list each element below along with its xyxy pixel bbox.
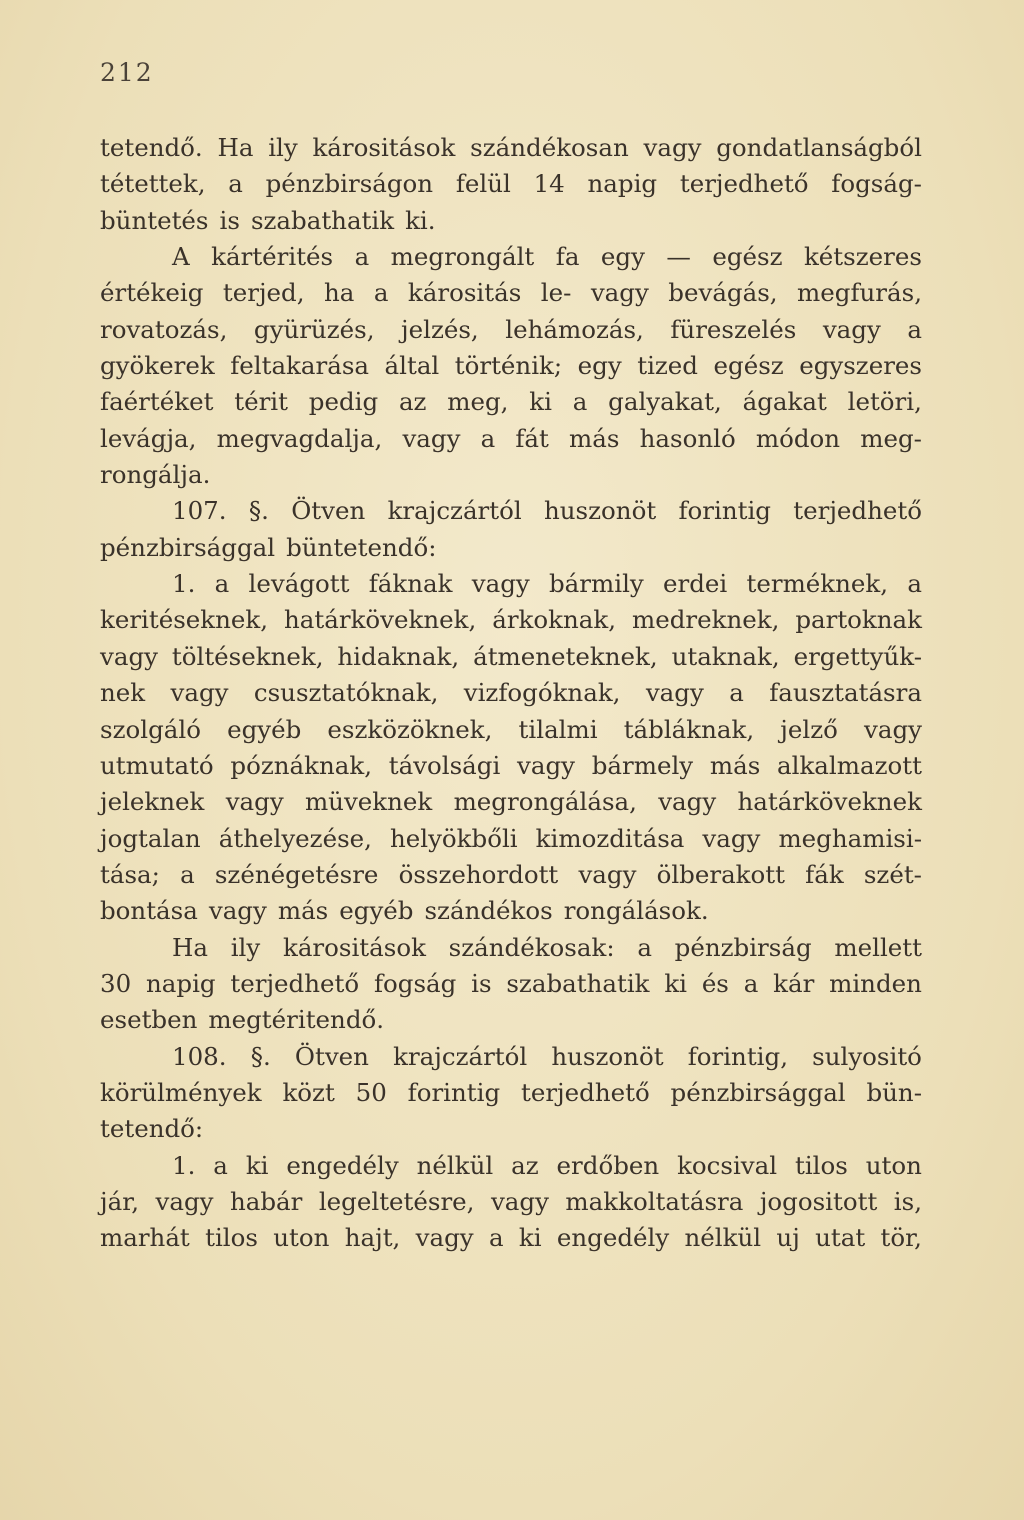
word: egész [712, 242, 783, 272]
word: kárositások [282, 932, 426, 962]
word: faértéket [100, 387, 214, 417]
word: mellett [834, 932, 922, 962]
word: medreknek, [631, 605, 780, 635]
word: kárositás [407, 278, 522, 308]
word: terméknek, [746, 569, 889, 599]
text-line [100, 1075, 922, 1111]
word: rovatozás, [100, 314, 228, 344]
word: keritéseknek, [100, 605, 269, 635]
word: uton [273, 1223, 330, 1253]
word: egyéb [339, 896, 414, 926]
word: terjedhető [793, 496, 922, 526]
word: csusztatóknak, [253, 678, 439, 708]
word: Ha [217, 133, 254, 162]
word: terjedhető [521, 1077, 650, 1107]
word: árkoknak, [492, 605, 617, 635]
word: vagy [490, 1186, 549, 1216]
word: megvagdalja, [216, 423, 383, 453]
word: megfurás, [797, 278, 922, 308]
word: és [701, 968, 729, 998]
word: jár, [100, 1186, 140, 1216]
text-line [100, 239, 922, 275]
text-line [100, 784, 922, 820]
word: kártérités [211, 242, 334, 272]
word: tilos [794, 1150, 848, 1180]
word: ki [664, 968, 687, 998]
word: gondatlanságból [716, 133, 922, 162]
word: egy [600, 242, 645, 272]
text-line [100, 421, 922, 457]
word: erdőben [556, 1150, 660, 1180]
word: büntetés [100, 205, 209, 235]
text-line [100, 1148, 922, 1184]
word: jelzés, [401, 314, 479, 344]
word: tilos [205, 1223, 258, 1253]
word: vagy [822, 314, 881, 344]
word: értékeig [100, 278, 204, 308]
word: 107. [172, 496, 227, 526]
word: engedély [556, 1223, 670, 1253]
word: nélkül [416, 1150, 494, 1180]
word: töltéseknek, [171, 641, 324, 671]
word: vagy [864, 714, 922, 744]
word: uj [776, 1223, 800, 1253]
text-line [100, 1039, 922, 1075]
text-line [100, 203, 922, 239]
word: meg- [860, 423, 922, 453]
word: szándékosak: [448, 932, 615, 962]
word: az [511, 1150, 539, 1180]
word: minden [829, 968, 922, 998]
text-line [100, 893, 922, 929]
word: 30 [100, 968, 132, 998]
word: Ötven [294, 1041, 369, 1071]
word: forintig [678, 496, 771, 526]
page-number: 212 [100, 58, 154, 87]
word: tetendő: [100, 1114, 204, 1144]
word: körülmények [100, 1077, 262, 1107]
body-text [100, 130, 922, 1257]
word: lehámozás, [505, 314, 644, 344]
word: 1. [172, 1150, 196, 1180]
word: vagy [155, 1186, 214, 1216]
word: ily [230, 932, 261, 962]
word: ölberakott [656, 859, 785, 889]
word: forintig [407, 1077, 501, 1107]
word: szándékos [424, 896, 553, 926]
word: kárositások [312, 133, 456, 162]
word: vagy [578, 859, 637, 889]
word: megtéritendő. [208, 1005, 385, 1035]
word: a [354, 242, 370, 272]
word: füreszelés [670, 314, 797, 344]
text-line [100, 493, 922, 529]
word: a [373, 278, 389, 308]
word: az [398, 387, 427, 417]
text-line [100, 457, 922, 493]
word: tétettek, [100, 169, 206, 199]
word: terjedhető [679, 169, 809, 199]
word: szabathatik [250, 205, 395, 235]
word: partoknak [795, 605, 922, 635]
word: ki [518, 1223, 542, 1253]
text-line [100, 1184, 922, 1220]
text-line [100, 602, 922, 638]
word: hidaknak, [337, 641, 460, 671]
word: vagy [702, 823, 761, 853]
text-line [100, 857, 922, 893]
word: szét- [863, 859, 922, 889]
word: a [743, 968, 759, 998]
word: engedély [286, 1150, 399, 1180]
word: bontása [100, 896, 198, 926]
word: büntetendő: [286, 532, 437, 562]
word: kimozditása [535, 823, 685, 853]
word: a [572, 387, 588, 417]
word: ha [323, 278, 355, 308]
word: legeltetésre, [318, 1186, 475, 1216]
word: galyakat, [608, 387, 722, 417]
text-line [100, 166, 922, 202]
word: tábláknak, [623, 714, 755, 744]
word: a [907, 314, 922, 344]
word: megrongált [390, 242, 535, 272]
word: napig [146, 968, 216, 998]
word: vagy [590, 278, 649, 308]
word: vagy [471, 569, 530, 599]
word: rongálja. [100, 460, 211, 490]
text-line [100, 275, 922, 311]
word: huszonöt [544, 496, 657, 526]
word: közt [282, 1077, 335, 1107]
word: krajczártól [387, 496, 522, 526]
word: fát [515, 423, 549, 453]
word: a [488, 1223, 504, 1253]
word: krajczártól [393, 1041, 528, 1071]
word: egyéb [227, 714, 302, 744]
word: vagy [208, 896, 267, 926]
word: marhát [100, 1223, 190, 1253]
word: kocsival [677, 1150, 778, 1180]
word: vagy [100, 641, 158, 671]
word: bevágás, [668, 278, 778, 308]
word: történik; [454, 351, 563, 381]
word: utmutató [100, 750, 214, 780]
word: terjedhető [230, 968, 360, 998]
word: jeleknek [100, 787, 205, 817]
text-line [100, 530, 922, 566]
word: a [729, 678, 744, 708]
word: napig [587, 169, 658, 199]
word: fák [805, 859, 844, 889]
word: pénzbirsággal [670, 1077, 846, 1107]
word: vizfogóknak, [463, 678, 621, 708]
word: a [228, 169, 243, 199]
word: kár [773, 968, 815, 998]
word: határköveknek [737, 787, 922, 817]
word: a [907, 569, 922, 599]
word: szabathatik [506, 968, 650, 998]
word: habár [229, 1186, 303, 1216]
word: nélkül [684, 1223, 762, 1253]
word: pénzbirság [674, 932, 812, 962]
word: terjed, [222, 278, 305, 308]
word: 108. [172, 1041, 227, 1071]
text-line [100, 930, 922, 966]
word: szándékosan [470, 133, 629, 162]
word: meg, [447, 387, 509, 417]
word: alkalmazott [777, 750, 922, 780]
word: is [471, 968, 492, 998]
word: 1. [172, 569, 196, 599]
word: esetben [100, 1005, 198, 1035]
word: tetendő. [100, 133, 203, 162]
word: §. [248, 496, 269, 526]
word: vagy [517, 750, 575, 780]
word: is, [893, 1186, 922, 1216]
word: 14 [533, 169, 565, 199]
word: gyökerek [100, 351, 215, 381]
word: más [709, 750, 761, 780]
word: ily [268, 133, 298, 162]
text-line [100, 675, 922, 711]
word: meghamisi- [778, 823, 922, 853]
word: egész [713, 351, 784, 381]
word: távolsági [388, 750, 501, 780]
word: utaknak, [671, 641, 780, 671]
word: hajt, [344, 1223, 401, 1253]
word: sulyositó [812, 1041, 922, 1071]
word: bármely [591, 750, 694, 780]
word: hasonló [639, 423, 736, 453]
text-line [100, 748, 922, 784]
word: a [214, 569, 230, 599]
word: más [277, 896, 329, 926]
word: egyszeres [799, 351, 922, 381]
word: fa [555, 242, 580, 272]
word: fausztatásra [769, 678, 922, 708]
word: ágakat [742, 387, 827, 417]
word: ergettyűk- [793, 641, 922, 671]
word: 50 [355, 1077, 387, 1107]
text-line [100, 384, 922, 420]
word: tása; [100, 859, 160, 889]
word: eszközöknek, [327, 714, 493, 744]
word: vagy [170, 678, 229, 708]
text-line [100, 566, 922, 602]
word: le- [540, 278, 572, 308]
text-line [100, 966, 922, 1002]
word: átmeneteknek, [473, 641, 658, 671]
word: levágja, [100, 423, 197, 453]
word: vagy [658, 787, 717, 817]
word: nek [100, 678, 146, 708]
word: pedig [308, 387, 379, 417]
word: jogositott [759, 1186, 878, 1216]
word: is [219, 205, 240, 235]
text-line [100, 821, 922, 857]
word: müveknek [304, 787, 433, 817]
word: térit [234, 387, 288, 417]
word: — [666, 242, 691, 272]
word: uton [865, 1150, 922, 1180]
word: ki [245, 1150, 269, 1180]
word: Ha [172, 932, 208, 962]
word: fogság [373, 968, 457, 998]
word: egy [577, 351, 622, 381]
word: huszonöt [551, 1041, 664, 1071]
word: Ötven [291, 496, 366, 526]
word: összehordott [398, 859, 559, 889]
word: kétszeres [803, 242, 922, 272]
word: ki. [405, 205, 436, 235]
word: felül [455, 169, 511, 199]
text-line [100, 712, 922, 748]
word: tilalmi [518, 714, 598, 744]
word: jelző [780, 714, 838, 744]
text-line [100, 1111, 922, 1147]
word: vagy [402, 423, 461, 453]
word: vagy [415, 1223, 474, 1253]
word: A [172, 242, 190, 272]
word: más [569, 423, 620, 453]
text-line [100, 348, 922, 384]
word: a [480, 423, 496, 453]
word: erdei [663, 569, 728, 599]
word: szénégetésre [214, 859, 379, 889]
word: §. [250, 1041, 271, 1071]
word: ki [529, 387, 552, 417]
text-line [100, 1002, 922, 1038]
word: tör, [880, 1223, 922, 1253]
word: a [637, 932, 652, 962]
word: jogtalan [100, 823, 201, 853]
word: szolgáló [100, 714, 201, 744]
word: póznáknak, [230, 750, 372, 780]
word: utat [815, 1223, 866, 1253]
word: forintig, [687, 1041, 788, 1071]
word: gyürüzés, [253, 314, 375, 344]
text-line [100, 130, 922, 166]
word: levágott [248, 569, 350, 599]
word: tized [637, 351, 698, 381]
word: fogság- [831, 169, 922, 199]
word: határköveknek, [284, 605, 477, 635]
word: által [384, 351, 440, 381]
word: fáknak [368, 569, 453, 599]
word: feltakarása [230, 351, 370, 381]
word: bármily [549, 569, 644, 599]
word: a [213, 1150, 228, 1180]
word: megrongálása, [453, 787, 637, 817]
word: bün- [866, 1077, 922, 1107]
word: helyökbőli [389, 823, 518, 853]
word: vagy [645, 678, 704, 708]
word: rongálások. [563, 896, 709, 926]
word: letöri, [847, 387, 922, 417]
word: a [180, 859, 195, 889]
text-line [100, 312, 922, 348]
word: pénzbirsággal [100, 532, 276, 562]
text-line [100, 1220, 922, 1256]
word: vagy [225, 787, 284, 817]
word: módon [755, 423, 841, 453]
word: makkoltatásra [565, 1186, 744, 1216]
word: áthelyezése, [218, 823, 372, 853]
text-line [100, 639, 922, 675]
word: vagy [643, 133, 702, 162]
word: pénzbirságon [265, 169, 434, 199]
